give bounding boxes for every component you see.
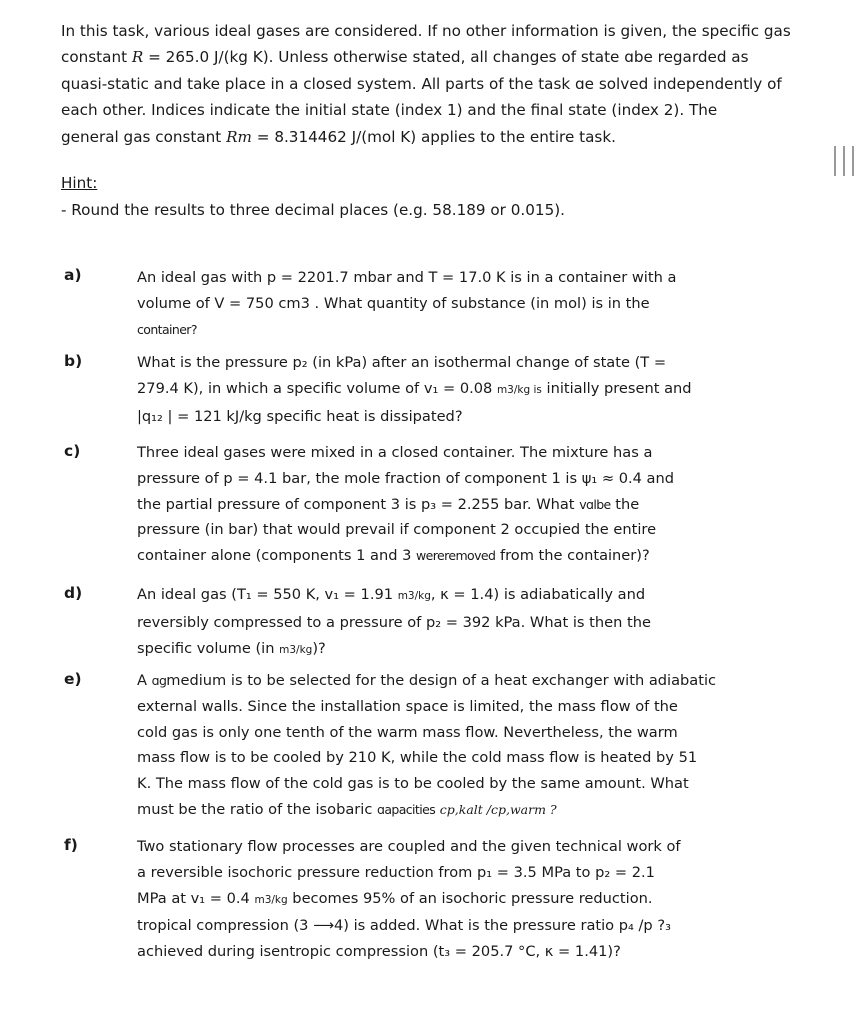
task-label-c: c) — [64, 442, 81, 460]
intro-line: each other. Indices indicate the initial state (index 1) and the final state (index 2). The — [61, 101, 718, 120]
task-text-e: A ɑgmedium is to be selected for the design of a heat exchanger with adiabatic external walls. Since the installation space is limited, the mass flow of the cold gas is only one tenth of the warm mass flow. Nevertheless, the warm mass flow is to be cooled by 210 K, while the cold mass flow is heated by 51 K. The mass flow of the cold gas is to be cooled by the same amount. What must be the ratio of the isobaric ɑapacities cp,kalt /cp,warm ? — [137, 672, 717, 818]
hint-text: - Round the results to three decimal places (e.g. 58.189 or 0.015). — [61, 201, 565, 219]
intro-line: general gas constant Rm = 8.314462 J/(mol K) applies to the entire task. — [61, 127, 616, 146]
task-text-f: Two stationary flow processes are coupled and the given technical work of a reversible isochoric pressure reduction from p₁ = 3.5 MPa to p₂ = 2.1 MPa at v₁ = 0.4 m3/kg becomes 95% of an isochoric pressure reduction. tropical compression (3 ⟶4) is added. What is the pressure ratio p₄ /p ?₃ achieved during isentropic compression (t₃ = 205.7 °C, κ = 1.41)? — [137, 838, 681, 961]
task-label-b: b) — [64, 352, 83, 370]
task-label-a: a) — [64, 266, 82, 284]
task-label-d: d) — [64, 584, 83, 602]
menu-icon[interactable] — [830, 142, 858, 180]
task-text-c: Three ideal gases were mixed in a closed container. The mixture has a pressure of p = 4.1 bar, the mole fraction of component 1 is ψ₁ ≈ 0.4 and the partial pressure of component 3 is p₃ = 2.255 bar. What vɑlbe the pressure (in bar) that would prevail if component 2 occupied the entire container alone (components 1 and 3 wereremoved from the container)? — [137, 444, 674, 565]
task-label-e: e) — [64, 670, 82, 688]
hint-label: Hint: — [61, 174, 98, 192]
intro-line: constant R = 265.0 J/(kg K). Unless otherwise stated, all changes of state ɑbe regarded as — [61, 48, 749, 67]
task-text-b: What is the pressure p₂ (in kPa) after an isothermal change of state (T = 279.4 K), in which a specific volume of v₁ = 0.08 m3/kg is initially present and |q₁₂ | = 121 kJ/kg specific heat is dissipated? — [137, 354, 692, 425]
task-label-f: f) — [64, 836, 78, 854]
intro-paragraph — [61, 18, 813, 150]
task-text-a: An ideal gas with p = 2201.7 mbar and T = 17.0 K is in a container with a volume of V = 750 cm3 . What quantity of substance (in mol) is in the container? — [137, 269, 677, 337]
intro-line: quasi-static and take place in a closed system. All parts of the task ɑe solved independently of — [61, 74, 782, 93]
intro-line: In this task, various ideal gases are considered. If no other information is given, the specific gas — [61, 22, 791, 40]
task-text-d: An ideal gas (T₁ = 550 K, v₁ = 1.91 m3/kg, κ = 1.4) is adiabatically and reversibly compressed to a pressure of p₂ = 392 kPa. What is then the specific volume (in m3/kg)? — [137, 586, 651, 657]
